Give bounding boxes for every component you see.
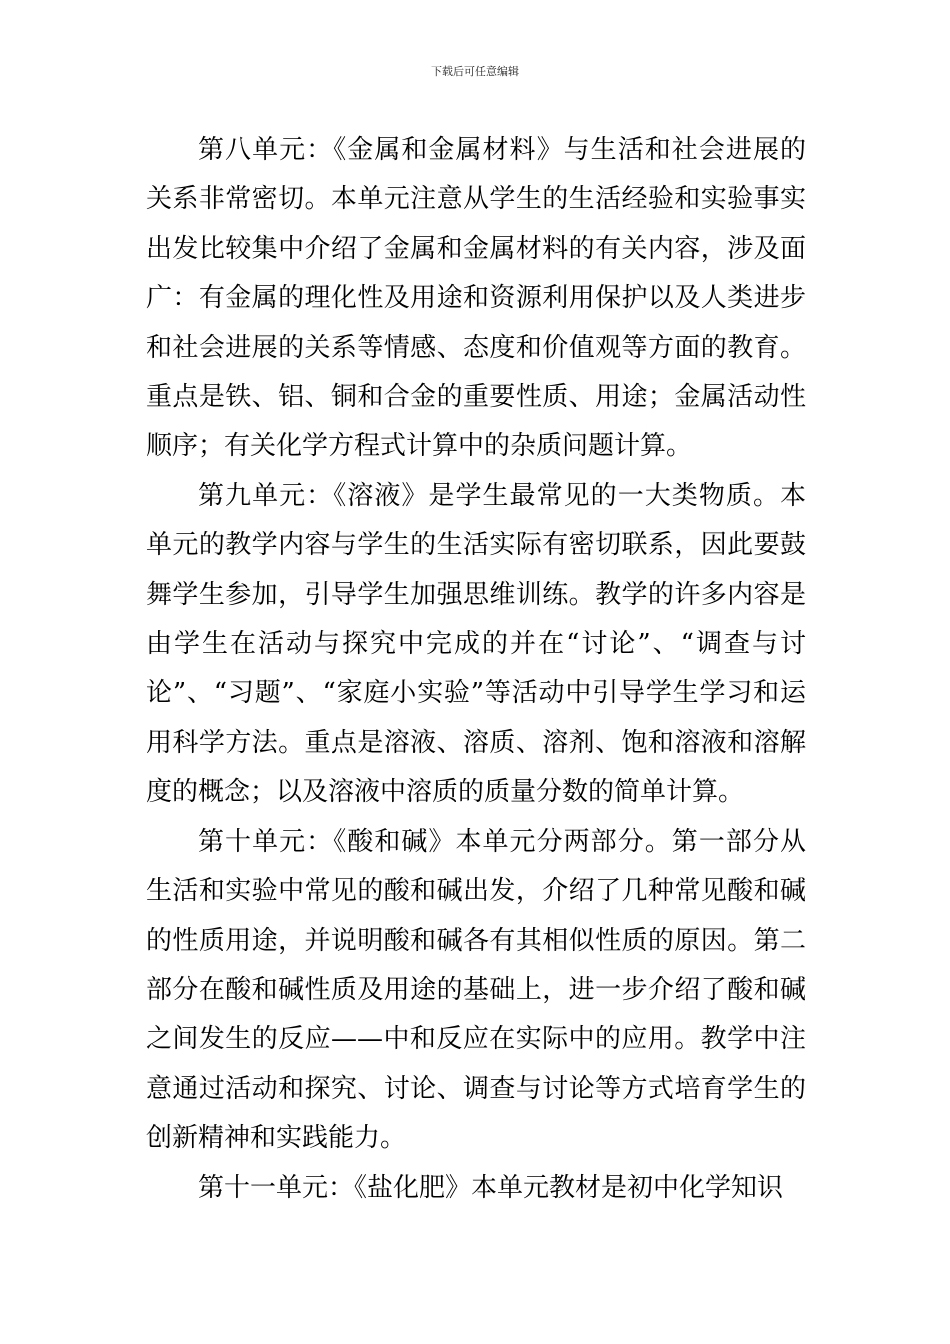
paragraph-unit-9: 第九单元：《溶液》是学生最常见的一大类物质。本单元的教学内容与学生的生活实际有密切联系，因此要鼓舞学生参加，引导学生加强思维训练。教学的许多内容是由学生在活动与探究中完成的并在“讨论”、“调查与讨论”、“习题”、“家庭小实验”等活动中引导学生学习和运用科学方法。重点是溶液、溶质、溶剂、饱和溶液和溶解度的概念；以及溶液中溶质的质量分数的简单计算。 — [146, 480, 806, 808]
page-header: 下载后可任意编辑 — [431, 65, 519, 78]
paragraph-unit-8: 第八单元：《金属和金属材料》与生活和社会进展的关系非常密切。本单元注意从学生的生活经验和实验事实出发比较集中介绍了金属和金属材料的有关内容，涉及面广：有金属的理化性及用途和资源利用保护以及人类进步和社会进展的关系等情感、态度和价值观等方面的教育。重点是铁、铝、铜和合金的重要性质、用途；金属活动性顺序；有关化学方程式计算中的杂质问题计算。 — [146, 135, 806, 462]
document-body — [146, 126, 806, 1213]
paragraph-unit-10: 第十单元：《酸和碱》本单元分两部分。第一部分从生活和实验中常见的酸和碱出发，介绍了几种常见酸和碱的性质用途，并说明酸和碱各有其相似性质的原因。第二部分在酸和碱性质及用途的基础上，进一步介绍了酸和碱之间发生的反应——中和反应在实际中的应用。教学中注意通过活动和探究、讨论、调查与讨论等方式培育学生的创新精神和实践能力。 — [146, 826, 806, 1154]
paragraph-unit-11: 第十一单元：《盐化肥》本单元教材是初中化学知识 — [198, 1172, 784, 1203]
